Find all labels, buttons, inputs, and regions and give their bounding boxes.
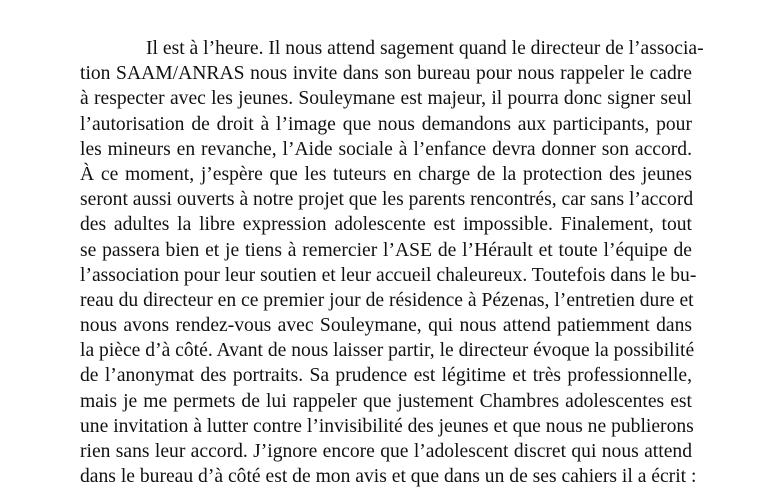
text-line: une invitation à lutter contre l’invisibilité des jeunes et que nous ne publierons xyxy=(80,415,694,437)
text-line: nous avons rendez-vous avec Souleymane, qui nous attend patiemment dans xyxy=(80,315,692,337)
text-line: tion SAAM/ANRAS nous invite dans son bureau pour nous rappeler le cadre xyxy=(80,63,692,85)
text-line: mais je me permets de lui rappeler que justement Chambres adolescentes est xyxy=(80,390,692,412)
text-line: À ce moment, j’espère que les tuteurs en charge de la protection des jeunes xyxy=(80,163,692,185)
text-line: la pièce d’à côté. Avant de nous laisser partir, le directeur évoque la possibilité xyxy=(80,340,695,362)
text-line: reau du directeur en ce premier jour de résidence à Pézenas, l’entretien dure et xyxy=(80,289,694,311)
text-line: se passera bien et je tiens à remercier l’ASE de l’Hérault et toute l’équipe de xyxy=(80,239,692,261)
text-line: l’association pour leur soutien et leur accueil chaleureux. Toutefois dans le bu- xyxy=(80,264,697,286)
text-line: les mineurs en revanche, l’Aide sociale à l’enfance devra donner son accord. xyxy=(80,138,692,160)
text-line: à respecter avec les jeunes. Souleymane est majeur, il pourra donc signer seul xyxy=(80,88,692,110)
body-paragraph xyxy=(80,36,704,489)
text-line: seront aussi ouverts à notre projet que les parents rencontrés, car sans l’accord xyxy=(80,189,694,211)
text-line: l’autorisation de droit à l’image que nous demandons aux participants, pour xyxy=(80,113,692,135)
text-line: rien sans leur accord. J’ignore encore que l’adolescent discret qui nous attend xyxy=(80,441,692,462)
text-page xyxy=(80,36,704,489)
text-line: dans le bureau d’à côté est de mon avis et que dans un de ses cahiers il a écrit : xyxy=(80,466,697,488)
text-line: des adultes la libre expression adolescente est impossible. Finalement, tout xyxy=(80,214,692,236)
text-line: de l’anonymat des portraits. Sa prudence est légitime et très professionnelle, xyxy=(80,365,692,387)
text-line: Il est à l’heure. Il nous attend sagement quand le directeur de l’associa- xyxy=(146,38,704,59)
